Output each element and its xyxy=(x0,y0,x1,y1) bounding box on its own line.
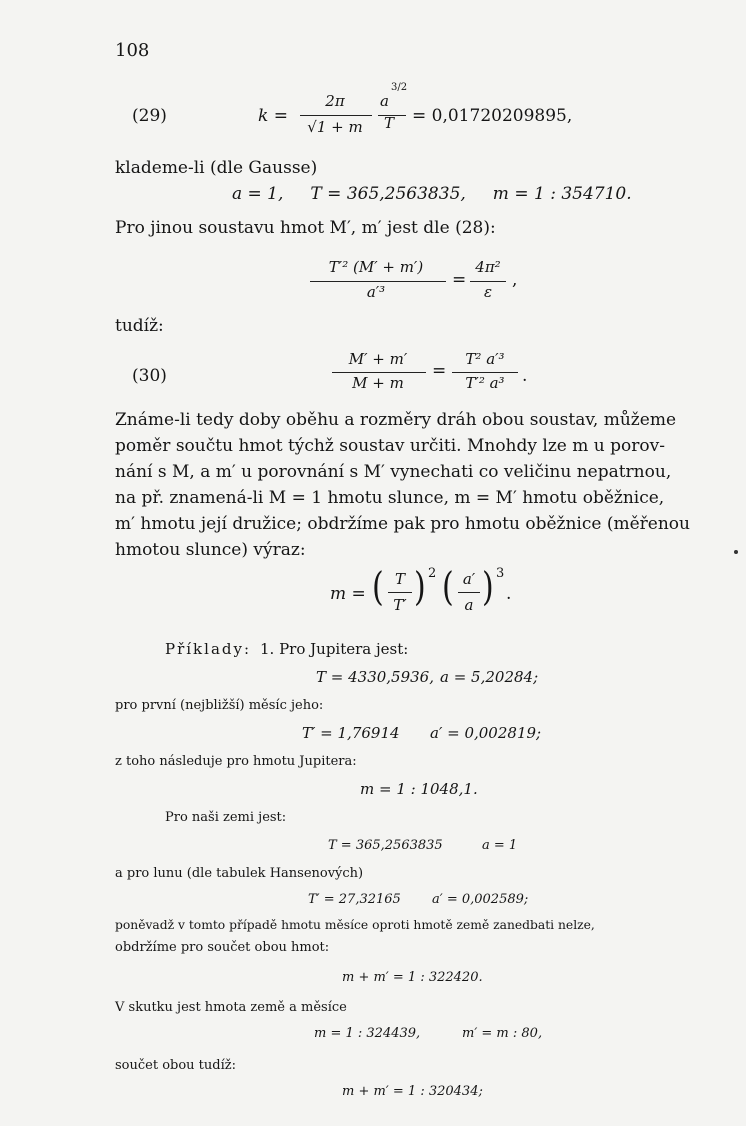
fraction-numerator: 4π² xyxy=(475,258,501,276)
fraction-bar xyxy=(332,372,426,373)
text-other-system: Pro jinou soustavu hmot M′, m′ jest dle (28): xyxy=(115,218,496,238)
paragraph-line: Známe-li tedy doby oběhu a rozměry dráh obou soustav, můžeme xyxy=(115,410,676,430)
period: . xyxy=(506,584,512,604)
text-tudiz: tudíž: xyxy=(115,316,164,336)
left-paren: ( xyxy=(442,564,454,611)
paragraph-line: m′ hmotu její družice; obdržíme pak pro hmotu oběžnice (měřenou xyxy=(115,514,690,534)
period: . xyxy=(522,366,528,386)
text-line: V skutku jest hmota země a měsíce xyxy=(115,1000,347,1015)
text-gauss: klademe-li (dle Gausse) xyxy=(115,158,318,178)
a-power: a xyxy=(380,92,389,110)
exponent: 3 xyxy=(496,566,505,581)
fraction-denominator: ε xyxy=(483,283,493,301)
fraction-denominator: √1 + m xyxy=(307,118,363,136)
example-1: 1. Pro Jupitera jest: xyxy=(260,640,409,658)
gauss-values: a = 1, T = 365,2563835, m = 1 : 354710. xyxy=(232,184,632,204)
text-line: poněvadž v tomto případě hmotu měsíce oproti hmotě země zanedbati nelze, xyxy=(115,918,595,932)
fraction-numerator: M′ + m′ xyxy=(348,350,408,368)
value: a′ = 0,002589; xyxy=(432,892,529,907)
equals-sign: = xyxy=(432,361,447,381)
equation-lhs: m = xyxy=(330,584,366,604)
text-line: Pro naši zemi jest: xyxy=(165,810,287,825)
text-line: pro první (nejbližší) měsíc jeho: xyxy=(115,698,324,713)
text-line: a pro lunu (dle tabulek Hansenových) xyxy=(115,866,364,881)
fraction-numerator: T xyxy=(394,570,405,588)
fraction-denominator: T′ xyxy=(393,596,407,614)
period-symbol: T xyxy=(384,114,395,132)
paragraph-line: hmotou slunce) výraz: xyxy=(115,540,306,560)
paragraph-line: nání s M, a m′ u porovnání s M′ vynechati co veličinu nepatrnou, xyxy=(115,462,672,482)
exponent: 2 xyxy=(428,566,437,581)
value: T′ = 1,76914 xyxy=(302,724,400,742)
fraction-bar xyxy=(458,592,480,593)
fraction-numerator: T′² (M′ + m′) xyxy=(328,258,424,276)
equation-label: (30) xyxy=(132,366,167,386)
fraction-numerator: 2π xyxy=(325,92,345,110)
value: a′ = 0,002819; xyxy=(430,724,542,742)
margin-speck xyxy=(734,550,738,554)
equation-value: = 0,01720209895, xyxy=(412,106,573,126)
fraction-bar xyxy=(300,115,372,116)
fraction-numerator: a′ xyxy=(462,570,476,588)
text-line: obdržíme pro součet obou hmot: xyxy=(115,940,330,955)
text-line: součet obou tudíž: xyxy=(115,1058,236,1073)
equals-sign: = xyxy=(452,270,467,290)
equation-label: (29) xyxy=(132,106,167,126)
fraction-bar xyxy=(310,281,446,282)
value: m = 1 : 1048,1. xyxy=(360,780,478,798)
examples-heading: Příklady: xyxy=(165,640,252,658)
left-paren: ( xyxy=(372,564,384,611)
fraction-denominator: a′³ xyxy=(366,283,386,301)
fraction-bar xyxy=(452,372,518,373)
fraction-denominator: M + m xyxy=(352,374,404,392)
page-number: 108 xyxy=(115,40,150,61)
fraction-bar xyxy=(470,281,506,282)
fraction-numerator: T² a′³ xyxy=(465,350,505,368)
right-paren: ) xyxy=(482,564,494,611)
paragraph-line: na př. znamená-li M = 1 hmotu slunce, m = M′ hmotu oběžnice, xyxy=(115,488,665,508)
fraction-denominator: a xyxy=(464,596,474,614)
a-exponent: 3/2 xyxy=(391,82,408,93)
fraction-bar xyxy=(388,592,412,593)
text-line: z toho následuje pro hmotu Jupitera: xyxy=(115,754,357,769)
value: m + m′ = 1 : 322420. xyxy=(342,970,483,985)
equation-lhs: k = xyxy=(258,106,288,126)
fraction-denominator: T′² a³ xyxy=(465,374,505,392)
value: T′ = 27,32165 xyxy=(308,892,401,907)
value: m = 1 : 324439, xyxy=(314,1026,421,1041)
value: m + m′ = 1 : 320434; xyxy=(342,1084,483,1099)
value: T = 365,2563835 xyxy=(328,838,443,853)
paragraph-line: poměr součtu hmot týchž soustav určiti. Mnohdy lze m u porov- xyxy=(115,436,665,456)
value: a = 1 xyxy=(482,838,518,853)
value: a = 5,20284; xyxy=(440,668,539,686)
right-paren: ) xyxy=(414,564,426,611)
value: m′ = m : 80, xyxy=(462,1026,543,1041)
comma: , xyxy=(512,270,518,290)
value: T = 4330,5936, xyxy=(316,668,434,686)
